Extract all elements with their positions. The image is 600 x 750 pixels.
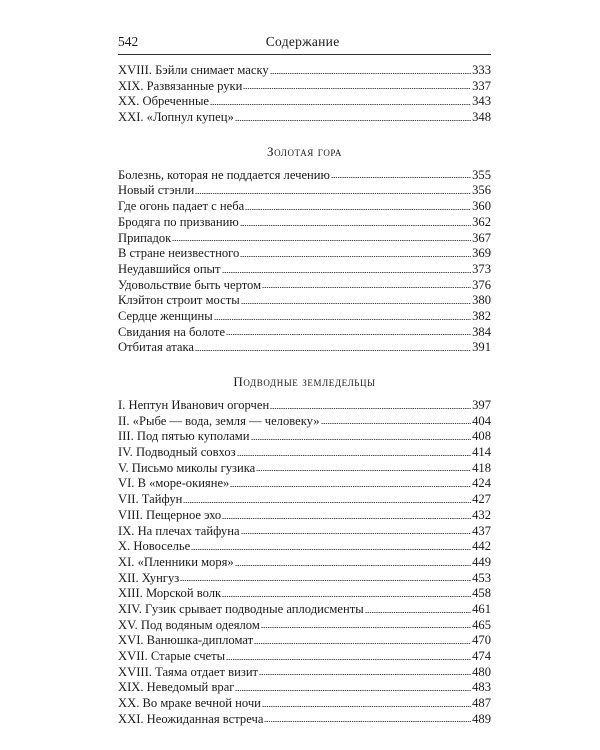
toc-entry-title: VI. В «море-окияне» xyxy=(118,476,230,491)
dot-leader xyxy=(235,689,471,692)
toc-list-zolotaya-gora xyxy=(118,168,491,356)
toc-entry-title: VIII. Пещерное эхо xyxy=(118,507,222,522)
toc-entry xyxy=(118,492,491,508)
toc-entry-title: Сердце женщины xyxy=(118,308,213,323)
dot-leader xyxy=(240,224,471,227)
dot-leader xyxy=(210,103,471,106)
dot-leader xyxy=(195,349,471,352)
toc-entry-title: I. Нептун Иванович огорчен xyxy=(118,398,270,412)
toc-entry xyxy=(118,476,491,492)
section-heading-label: Подводные земледельцы xyxy=(233,374,376,389)
toc-entry xyxy=(118,398,491,414)
dot-leader xyxy=(222,595,471,598)
toc-entry-title: X. Новоселье xyxy=(118,539,191,554)
toc-entry-page: 449 xyxy=(472,554,491,569)
toc-entry xyxy=(118,633,491,649)
dot-leader xyxy=(331,176,471,179)
toc-entry-title: XV. Под водяным одеялом xyxy=(118,617,260,632)
toc-entry xyxy=(118,110,491,126)
section-heading-podvodnye-zemledeltsy xyxy=(118,374,491,390)
toc-entry-page: 373 xyxy=(472,261,491,276)
page-title: Содержание xyxy=(265,34,340,49)
toc-entry xyxy=(118,168,491,184)
toc-list-continued xyxy=(118,63,491,126)
dot-leader xyxy=(259,673,471,676)
toc-entry-page: 380 xyxy=(472,293,491,308)
toc-entry xyxy=(118,246,491,262)
toc-entry xyxy=(118,571,491,587)
toc-entry-page: 408 xyxy=(472,429,491,444)
dot-leader xyxy=(226,333,471,336)
dot-leader xyxy=(264,720,471,723)
toc-entry-page: 337 xyxy=(472,78,491,93)
toc-entry xyxy=(118,602,491,618)
toc-entry-page: 360 xyxy=(472,199,491,214)
toc-entry-title: Новый стэнли xyxy=(118,183,195,198)
toc-entry xyxy=(118,461,491,477)
toc-entry-title: XXI. «Лопнул купец» xyxy=(118,110,234,125)
dot-leader xyxy=(241,532,472,535)
toc-entry-title: XIV. Гузик срывает подводные аплодисменты xyxy=(118,601,364,616)
toc-entry-title: Болезнь, которая не поддается лечению xyxy=(118,167,330,182)
toc-entry-title: XVIII. Таяма отдает визит xyxy=(118,664,259,679)
toc-entry-title: В стране неизвестного xyxy=(118,246,240,261)
toc-entry xyxy=(118,79,491,95)
dot-leader xyxy=(256,469,471,472)
toc-entry-page: 333 xyxy=(472,63,491,77)
toc-entry-page: 470 xyxy=(472,633,491,648)
toc-entry xyxy=(118,278,491,294)
toc-entry xyxy=(118,649,491,665)
toc-entry-title: IX. На плечах тайфуна xyxy=(118,523,240,538)
dot-leader xyxy=(270,407,471,410)
toc-entry xyxy=(118,524,491,540)
dot-leader xyxy=(222,271,472,274)
toc-entry xyxy=(118,586,491,602)
toc-entry xyxy=(118,63,491,79)
dot-leader xyxy=(240,255,471,258)
dot-leader xyxy=(261,626,471,629)
toc-entry xyxy=(118,680,491,696)
toc-entry-page: 376 xyxy=(472,277,491,292)
toc-entry-title: XII. Хунгуз xyxy=(118,570,180,585)
toc-entry xyxy=(118,262,491,278)
toc-entry-page: 487 xyxy=(472,696,491,711)
toc-entry-title: XVII. Старые счеты xyxy=(118,649,226,663)
dot-leader xyxy=(321,422,472,425)
toc-entry-title: IV. Подводный совхоз xyxy=(118,445,236,460)
toc-entry xyxy=(118,231,491,247)
toc-entry-page: 461 xyxy=(472,601,491,616)
toc-page xyxy=(118,34,491,727)
dot-leader xyxy=(262,705,471,708)
dot-leader xyxy=(214,318,471,321)
toc-entry xyxy=(118,445,491,461)
toc-entry-title: XXI. Неожиданная встреча xyxy=(118,711,264,726)
toc-entry-page: 427 xyxy=(472,492,491,507)
dot-leader xyxy=(195,192,471,195)
toc-entry xyxy=(118,183,491,199)
dot-leader xyxy=(243,87,471,90)
toc-entry-title: Бродяга по призванию xyxy=(118,214,239,229)
toc-entry-page: 404 xyxy=(472,413,491,428)
toc-entry-title: V. Письмо миколы гузика xyxy=(118,460,256,475)
toc-entry xyxy=(118,293,491,309)
page-number: 542 xyxy=(118,34,139,49)
toc-entry-title: Отбитая атака xyxy=(118,340,194,355)
dot-leader xyxy=(262,286,471,289)
dot-leader xyxy=(245,208,471,211)
toc-entry xyxy=(118,539,491,555)
toc-entry-page: 489 xyxy=(472,711,491,726)
toc-entry-page: 437 xyxy=(472,523,491,538)
toc-entry-page: 356 xyxy=(472,183,491,198)
toc-entry-page: 442 xyxy=(472,539,491,554)
dot-leader xyxy=(235,119,471,122)
dot-leader xyxy=(254,642,471,645)
toc-entry-title: III. Под пятью куполами xyxy=(118,429,250,444)
dot-leader xyxy=(191,548,471,551)
toc-entry xyxy=(118,215,491,231)
toc-entry-page: 418 xyxy=(472,460,491,475)
toc-entry-title: VII. Тайфун xyxy=(118,492,183,507)
dot-leader xyxy=(251,438,472,441)
toc-entry-page: 391 xyxy=(472,340,491,355)
dot-leader xyxy=(237,454,471,457)
toc-entry-page: 483 xyxy=(472,680,491,695)
section-heading-zolotaya-gora xyxy=(118,144,491,160)
toc-entry-page: 480 xyxy=(472,664,491,679)
dot-leader xyxy=(241,302,471,305)
toc-entry-title: XX. Во мраке вечной ночи xyxy=(118,696,261,711)
toc-entry-page: 382 xyxy=(472,308,491,323)
toc-entry-title: Припадок xyxy=(118,230,172,245)
toc-entry-page: 474 xyxy=(472,649,491,663)
toc-entry xyxy=(118,712,491,728)
toc-entry-title: Где огонь падает с неба xyxy=(118,199,245,214)
toc-entry-page: 369 xyxy=(472,246,491,261)
toc-entry-page: 355 xyxy=(472,167,491,182)
toc-entry-title: XVI. Ванюшка-дипломат xyxy=(118,633,254,648)
toc-entry-title: Неудавшийся опыт xyxy=(118,261,221,276)
toc-entry xyxy=(118,309,491,325)
toc-entry-page: 384 xyxy=(472,324,491,339)
dot-leader xyxy=(172,239,471,242)
toc-entry-page: 397 xyxy=(472,398,491,412)
toc-entry-title: II. «Рыбе — вода, земля — человеку» xyxy=(118,413,320,428)
dot-leader xyxy=(222,517,471,520)
dot-leader xyxy=(235,564,471,567)
dot-leader xyxy=(270,72,471,75)
toc-entry xyxy=(118,555,491,571)
toc-entry xyxy=(118,696,491,712)
toc-entry-title: XX. Обреченные xyxy=(118,94,210,109)
toc-entry xyxy=(118,665,491,681)
toc-entry-page: 414 xyxy=(472,445,491,460)
toc-entry xyxy=(118,414,491,430)
toc-entry-page: 458 xyxy=(472,586,491,601)
toc-entry xyxy=(118,508,491,524)
dot-leader xyxy=(365,611,471,614)
dot-leader xyxy=(226,658,471,661)
toc-entry xyxy=(118,199,491,215)
toc-entry xyxy=(118,340,491,356)
toc-entry-page: 432 xyxy=(472,507,491,522)
toc-entry-page: 465 xyxy=(472,617,491,632)
toc-entry-title: Удовольствие быть чертом xyxy=(118,277,262,292)
toc-entry-title: XI. «Пленники моря» xyxy=(118,554,234,569)
toc-entry-page: 343 xyxy=(472,94,491,109)
toc-entry-page: 424 xyxy=(472,476,491,491)
toc-entry xyxy=(118,429,491,445)
toc-entry-title: XVIII. Бэйли снимает маску xyxy=(118,63,269,77)
toc-entry xyxy=(118,94,491,110)
toc-list-podvodnye-zemledeltsy xyxy=(118,398,491,727)
toc-entry-page: 453 xyxy=(472,570,491,585)
toc-entry-page: 348 xyxy=(472,110,491,125)
toc-entry-title: Клэйтон строит мосты xyxy=(118,293,240,308)
toc-entry-title: XIX. Неведомый враг xyxy=(118,680,235,695)
toc-entry-page: 367 xyxy=(472,230,491,245)
toc-entry-page: 362 xyxy=(472,214,491,229)
section-heading-label: Золотая гора xyxy=(266,143,342,159)
toc-entry-title: XIII. Морской волк xyxy=(118,586,222,601)
toc-entry xyxy=(118,325,491,341)
running-head xyxy=(118,34,491,55)
toc-entry xyxy=(118,618,491,634)
dot-leader xyxy=(230,485,471,488)
dot-leader xyxy=(183,501,471,504)
dot-leader xyxy=(180,579,471,582)
toc-entry-title: XIX. Развязанные руки xyxy=(118,78,243,93)
toc-entry-title: Свидания на болоте xyxy=(118,324,226,339)
